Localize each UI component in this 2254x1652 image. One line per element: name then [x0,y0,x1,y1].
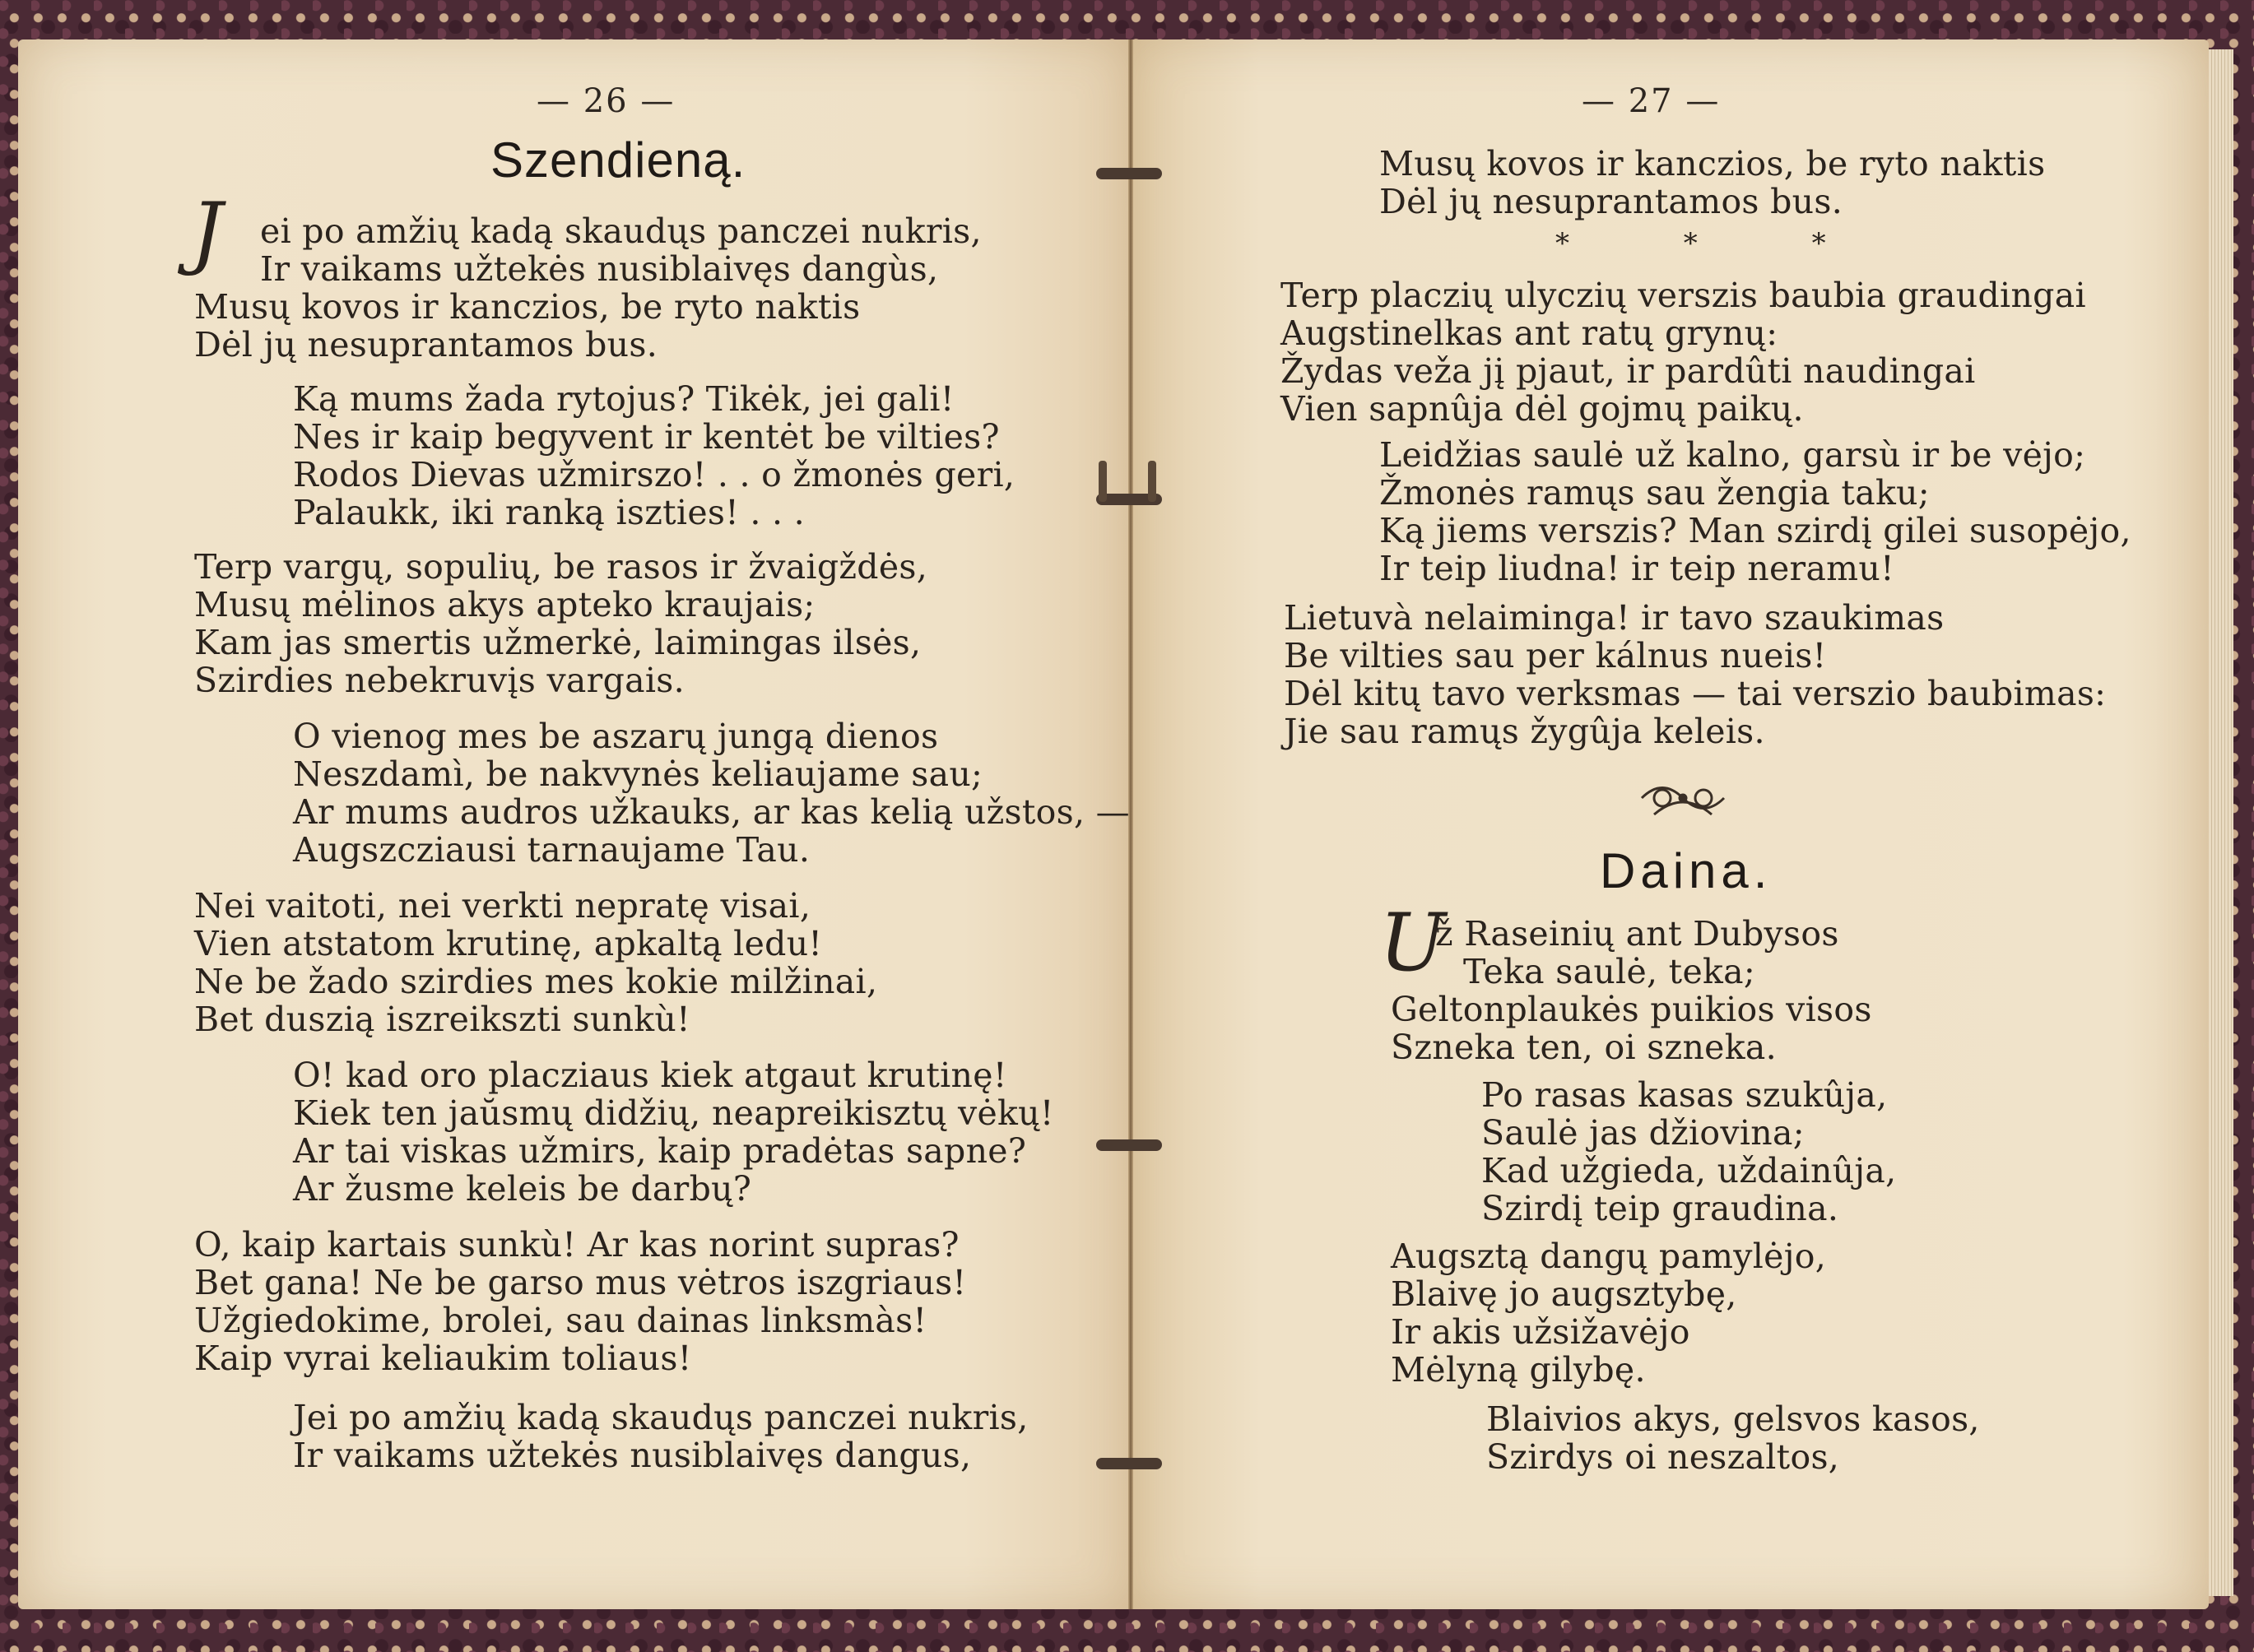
section-stars: * * * [1555,227,1879,260]
poem-line: Augstinelkas ant ratų grynų: [1280,313,1778,353]
poem-line: Terp vargų, sopulių, be rasos ir žvaigždės, [194,547,928,587]
poem-line: ei po amžių kadą skaudųs panczei nukris, [260,211,982,251]
poem-line: Blaivę jo augsztybę, [1391,1274,1737,1314]
page-number-left: — 26 — [537,82,676,120]
poem-line: Dėl jų nesuprantamos bus. [1379,182,1843,221]
poem-line: Ar žusme keleis be darbų? [293,1169,752,1209]
poem-line: Nes ir kaip begyvent ir kentėt be vilties? [293,417,1000,457]
poem-line: Ir akis užsižavėjo [1391,1312,1690,1352]
poem-line: Jie sau ramųs žygûja keleis. [1284,712,1765,751]
poem-line: Ką mums žada rytojus? Tikėk, jei gali! [293,379,955,419]
poem-line: Vien atstatom krutinę, apkaltą ledu! [194,924,823,963]
poem-line: Blaivios akys, gelsvos kasos, [1486,1399,1980,1439]
poem-line: Žydas veža jį pjaut, ir pardûti naudingai [1280,351,1976,391]
binding-thread [1099,461,1107,502]
poem-line: Žmonės ramųs sau žengia taku; [1379,473,1930,513]
poem-line: Kaip vyrai keliaukim toliaus! [194,1339,692,1378]
poem-line: Ar tai viskas užmirs, kaip pradėtas sapne? [293,1131,1027,1171]
poem-line: Musų kovos ir kanczios, be ryto naktis [194,287,861,327]
page-number-right: — 27 — [1582,82,1721,120]
poem-line: Ir teip liudna! ir teip neramu! [1379,549,1894,588]
poem-line: Musų mėlinos akys apteko kraujais; [194,585,816,624]
poem-line: Ir vaikams užtekės nusiblaivęs dangùs, [260,249,939,289]
poem-line: Teka saulė, teka; [1463,952,1756,991]
poem-line: Geltonplaukės puikios visos [1391,990,1872,1029]
binding-thread [1148,461,1156,502]
drop-cap-u: U [1379,897,1446,989]
poem-line: Ką jiems verszis? Man szirdį gilei susopėjo, [1379,511,2131,550]
poem-line: Po rasas kasas szukûja, [1481,1075,1888,1115]
poem-line: Bet duszią iszreikszti sunkù! [194,1000,690,1039]
poem-line: O vienog mes be aszarų jungą dienos [293,717,939,756]
binding-thread [1096,1458,1162,1469]
poem-line: O, kaip kartais sunkù! Ar kas norint supras? [194,1225,960,1265]
poem-line: Vien sapnûja dėl gojmų paikų. [1280,389,1804,429]
poem-line: Saulė jas džiovina; [1481,1113,1805,1153]
floral-ornament-icon [1638,773,1728,823]
poem-line: Neszdamì, be nakvynės keliaujame sau; [293,754,983,794]
drop-cap-j: J [191,186,223,278]
poem-line: Nei vaitoti, nei verkti nepratę visai, [194,886,811,926]
poem-line: Lietuvà nelaiminga! ir tavo szaukimas [1284,598,1945,638]
poem-line: Palaukk, iki ranką iszties! . . . [293,493,805,532]
binding-thread [1096,168,1162,179]
poem-line: O! kad oro placziaus kiek atgaut krutinę! [293,1056,1007,1095]
poem-line: Augszcziausi tarnaujame Tau. [293,830,811,870]
poem-line: Ar mums audros užkauks, ar kas kelią užstos, — [293,792,1130,832]
poem-line: Terp placzių ulyczių verszis baubia graudingai [1280,276,2086,315]
poem-title-daina: Daina. [1600,843,1773,898]
poem-line: Bet gana! Ne be garso mus vėtros iszgriaus! [194,1263,967,1302]
poem-line: Szneka ten, oi szneka. [1391,1028,1777,1067]
poem-line: Augsztą dangų pamylėjo, [1391,1237,1827,1276]
poem-line: Rodos Dievas užmirszo! . . o žmonės geri, [293,455,1015,494]
poem-line: Kad užgieda, uždainûja, [1481,1151,1897,1190]
poem-line: Szirdies nebekruvįs vargais. [194,661,685,700]
poem-line: Kam jas smertis užmerkė, laimingas ilsės, [194,623,922,662]
poem-line: Be vilties sau per kálnus nueis! [1284,636,1827,675]
poem-line: Szirdį teip graudina. [1481,1189,1839,1228]
poem-line: Musų kovos ir kanczios, be ryto naktis [1379,144,2046,183]
poem-line: Dėl jų nesuprantamos bus. [194,325,658,364]
poem-title-szendiena: Szendieną. [490,132,746,188]
poem-line: Jei po amžių kadą skaudųs panczei nukris, [293,1398,1029,1437]
poem-line: ž Raseinių ant Dubysos [1435,914,1839,954]
poem-line: Kiek ten jaŭsmų didžių, neapreikisztų vėkų! [293,1093,1054,1133]
page-edges [2209,49,2233,1596]
poem-line: Leidžias saulė už kalno, garsù ir be vėjo; [1379,435,2086,475]
poem-line: Užgiedokime, brolei, sau dainas linksmàs! [194,1301,927,1340]
poem-line: Ne be žado szirdies mes kokie milžinai, [194,962,878,1001]
binding-thread [1096,1139,1162,1151]
poem-line: Ir vaikams užtekės nusiblaivęs dangus, [293,1436,972,1475]
poem-line: Mėlyną gilybę. [1391,1350,1646,1390]
poem-line: Dėl kitų tavo verksmas — tai verszio baubimas: [1284,674,2107,713]
poem-line: Szirdys oi neszaltos, [1486,1437,1840,1477]
